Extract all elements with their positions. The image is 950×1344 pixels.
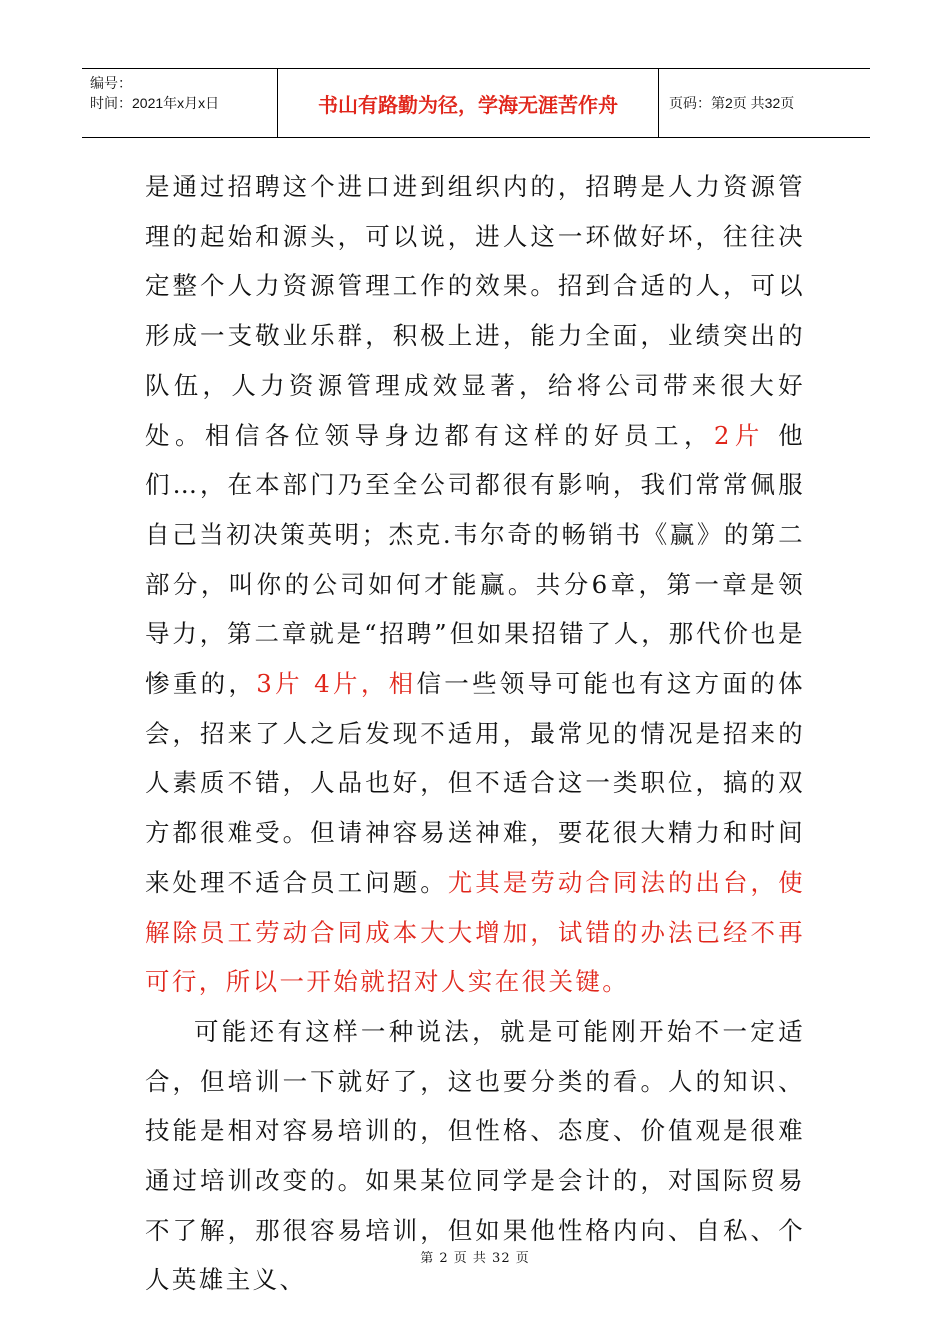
header-motto-cell [278, 69, 659, 137]
paragraph-1 [145, 162, 805, 1007]
paragraph-2: 可能还有这样一种说法，就是可能刚开始不一定适合，但培训一下就好了，这也要分类的看。人的知识、技能是相对容易培训的，但性格、态度、价值观是很难通过培训改变的。如果某位同学是会计的，对国际贸易不了解，那很容易培训，但如果他性格内向、自私、个人英雄主义、 [145, 1016, 805, 1295]
p1-red-note-a: 2片 [713, 420, 765, 450]
header-motto: 书山有路勤为径，学海无涯苦作舟 [318, 92, 618, 117]
header-page-info: 页码：第2页 共32页 [669, 95, 795, 111]
p1-text-c: 信一些领导可能也有这方面的体会，招来了人之后发现不适用，最常见的情况是招来的人素质不错，人品也好，但不适合这一类职位，搞的双方都很难受。但请神容易送神难，要花很大精力和时间来处理不适合员工问题。 [145, 669, 805, 897]
p1-text-a: 是通过招聘这个进口进到组织内的，招聘是人力资源管理的起始和源头，可以说，进人这一环做好坏，往往决定整个人力资源管理工作的效果。招到合适的人，可以形成一支敬业乐群，积极上进，能力全面，业绩突出的队伍，人力资源管理成效显著，给将公司带来很大好处。相信各位领导身边都有这样的好员工， [145, 172, 805, 450]
header-meta [82, 69, 278, 137]
date-label: 时间：2021年x月x日 [90, 95, 220, 111]
number-label: 编号： [90, 75, 132, 91]
p1-red-highlight: 尤其是劳动合同法的出台，使解除员工劳动合同成本大大增加，试错的办法已经不再可行，所以一开始就招对人实在很关键。 [145, 867, 805, 997]
page-footer: 第 2 页 共 32 页 [420, 1251, 530, 1266]
p1-red-note-b: 3片 4片，相 [256, 669, 417, 699]
p1-text-b: 他们…，在本部门乃至全公司都很有影响，我们常常佩服自己当初决策英明；杰克.韦尔奇的畅销书《赢》的第二部分，叫你的公司如何才能赢。共分6章，第一章是领导力，第二章就是“招聘”但如果招错了人，那代价也是惨重的， [145, 420, 806, 699]
document-body [145, 162, 805, 1305]
page-header [82, 68, 870, 138]
